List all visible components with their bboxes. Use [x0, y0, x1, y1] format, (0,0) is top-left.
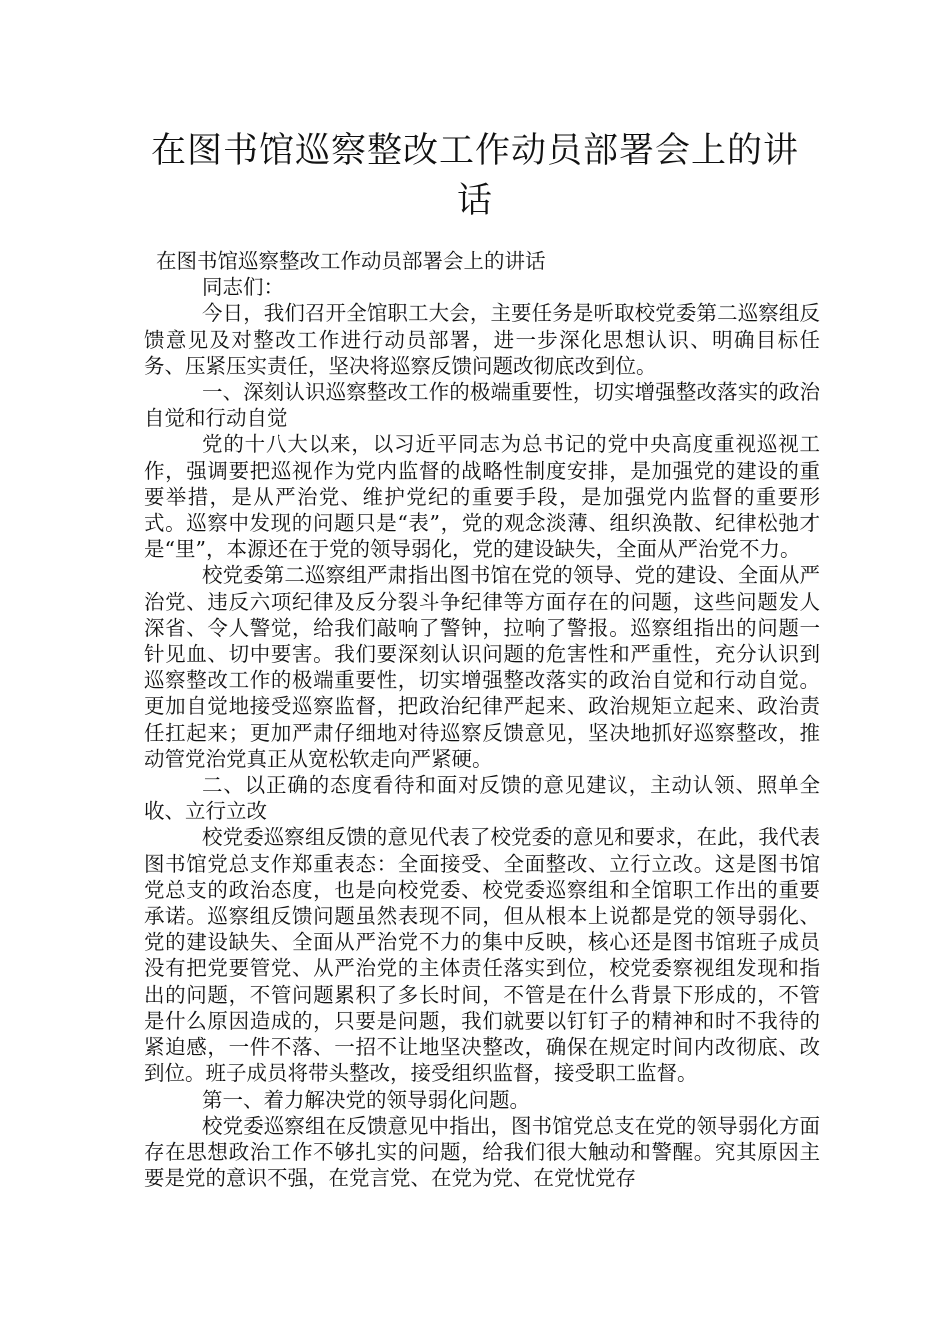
document-title: 在图书馆巡察整改工作动员部署会上的讲话 [150, 131, 799, 221]
document-body [144, 248, 820, 1191]
document-subtitle: 在图书馆巡察整改工作动员部署会上的讲话 [156, 249, 546, 273]
paragraph: 党的十八大以来，以习近平同志为总书记的党中央高度重视巡视工作，强调要把巡视作为党内监督的战略性制度安排，是加强党的建设的重要举措，是从严治党、维护党纪的重要手段，是加强党内监督的重要形式。巡察中发现的问题只是“表”，党的观念淡薄、组织涣散、纪律松弛才是“里”，本源还在于党的领导弱化，党的建设缺失，全面从严治党不力。 [144, 432, 820, 562]
section-heading-1: 一、深刻认识巡察整改工作的极端重要性，切实增强整改落实的政治自觉和行动自觉 [144, 380, 820, 431]
paragraph: 校党委巡察组在反馈意见中指出，图书馆党总支在党的领导弱化方面存在思想政治工作不够扎实的问题，给我们很大触动和警醒。究其原因主要是党的意识不强，在党言党、在党为党、在党忧党存 [144, 1113, 820, 1191]
section-heading-2: 二、以正确的态度看待和面对反馈的意见建议，主动认领、照单全收、立行立改 [144, 773, 820, 824]
paragraph: 校党委第二巡察组严肃指出图书馆在党的领导、党的建设、全面从严治党、违反六项纪律及反分裂斗争纪律等方面存在的问题，这些问题发人深省、令人警觉，给我们敲响了警钟，拉响了警报。巡察组指出的问题一针见血、切中要害。我们要深刻认识问题的危害性和严重性，充分认识到巡察整改工作的极端重要性，切实增强整改落实的政治自觉和行动自觉。更加自觉地接受巡察监督，把政治纪律严起来、政治规矩立起来、政治责任扛起来；更加严肃仔细地对待巡察反馈意见，坚决地抓好巡察整改，推动管党治党真正从宽松软走向严紧硬。 [144, 563, 820, 771]
paragraph-opening: 今日，我们召开全馆职工大会，主要任务是听取校党委第二巡察组反馈意见及对整改工作进行动员部署，进一步深化思想认识、明确目标任务、压紧压实责任，坚决将巡察反馈问题改彻底改到位。 [144, 301, 820, 378]
salutation: 同志们： [202, 275, 284, 300]
subsection-heading-1: 第一、着力解决党的领导弱化问题。 [202, 1087, 530, 1112]
paragraph: 校党委巡察组反馈的意见代表了校党委的意见和要求，在此，我代表图书馆党总支作郑重表态：全面接受、全面整改、立行立改。这是图书馆党总支的政治态度，也是向校党委、校党委巡察组和全馆职工作出的重要承诺。巡察组反馈问题虽然表现不同，但从根本上说都是党的领导弱化、党的建设缺失、全面从严治党不力的集中反映，核心还是图书馆班子成员没有把党要管党、从严治党的主体责任落实到位，校党委察视组发现和指出的问题，不管问题累积了多长时间，不管是在什么背景下形成的，不管是什么原因造成的，只要是问题，我们就要以钉钉子的精神和时不我待的紧迫感，一件不落、一招不让地坚决整改，确保在规定时间内改彻底、改到位。班子成员将带头整改，接受组织监督，接受职工监督。 [144, 825, 820, 1086]
